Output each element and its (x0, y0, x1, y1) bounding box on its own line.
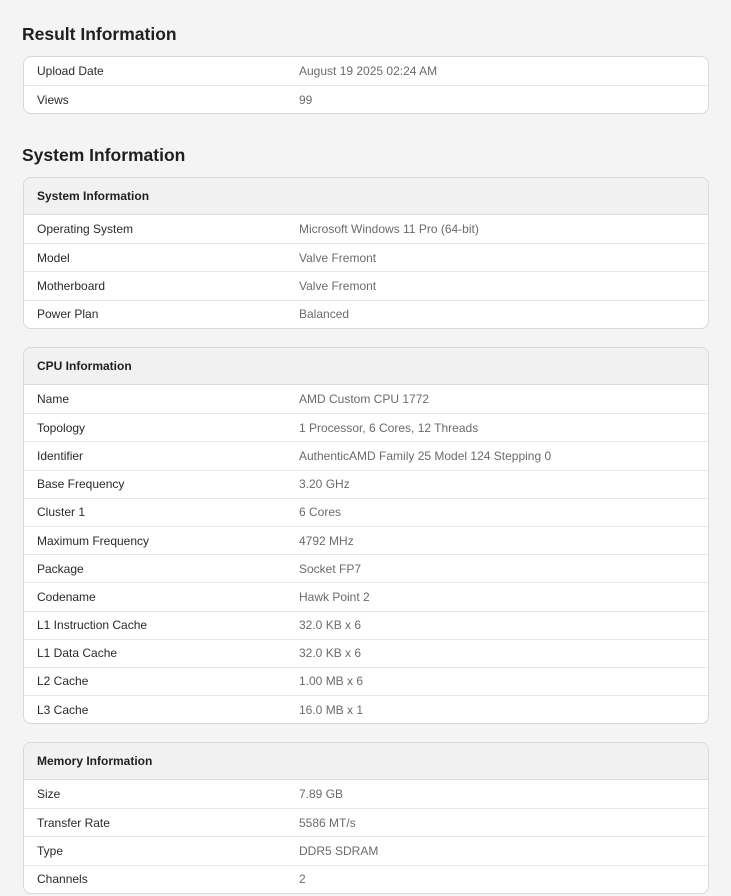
row-label: Channels (37, 872, 88, 887)
row-label: Cluster 1 (37, 505, 86, 520)
memory-rows (24, 780, 708, 893)
row-label: Operating System (37, 222, 134, 237)
row-value: DDR5 SDRAM (299, 843, 379, 858)
row-label: Identifier (37, 448, 84, 463)
cpu-rows (24, 385, 708, 723)
table-row (24, 413, 708, 441)
row-value: 2 (299, 872, 306, 887)
table-row (24, 441, 708, 469)
row-value: Valve Fremont (299, 250, 377, 265)
row-label: Type (37, 843, 64, 858)
row-value: 1.00 MB x 6 (299, 674, 364, 689)
cpu-information-card (23, 347, 709, 724)
table-row (24, 780, 708, 808)
row-label: Transfer Rate (37, 815, 110, 830)
row-value: Balanced (299, 307, 350, 322)
table-row (24, 470, 708, 498)
row-value: 99 (299, 92, 313, 107)
row-label: Power Plan (37, 307, 99, 322)
row-label: Package (37, 561, 84, 576)
row-value: 4792 MHz (299, 533, 354, 548)
table-row (24, 865, 708, 893)
system-information-card (23, 177, 709, 329)
row-value: Socket FP7 (299, 561, 362, 576)
table-row (24, 639, 708, 667)
row-value: August 19 2025 02:24 AM (299, 64, 438, 79)
table-row (24, 611, 708, 639)
row-value: 1 Processor, 6 Cores, 12 Threads (299, 420, 479, 435)
row-label: Size (37, 787, 61, 802)
row-label: Model (37, 250, 70, 265)
row-label: Codename (37, 589, 96, 604)
table-row (24, 526, 708, 554)
row-value: 7.89 GB (299, 787, 344, 802)
row-label: Upload Date (37, 64, 104, 79)
row-value: Valve Fremont (299, 278, 377, 293)
row-value: 5586 MT/s (299, 815, 356, 830)
table-row (24, 57, 708, 85)
table-row (24, 667, 708, 695)
row-label: L1 Instruction Cache (37, 618, 148, 633)
card-header: System Information (24, 178, 708, 215)
table-row (24, 385, 708, 413)
table-row (24, 243, 708, 271)
row-label: L2 Cache (37, 674, 89, 689)
row-label: Name (37, 392, 70, 407)
table-row (24, 215, 708, 243)
table-row (24, 85, 708, 113)
row-label: Maximum Frequency (37, 533, 150, 548)
row-value: 3.20 GHz (299, 477, 350, 492)
row-value: 32.0 KB x 6 (299, 618, 362, 633)
row-label: Topology (37, 420, 86, 435)
row-value: AMD Custom CPU 1772 (299, 392, 430, 407)
row-value: Microsoft Windows 11 Pro (64-bit) (299, 222, 479, 237)
table-row (24, 498, 708, 526)
result-information-rows (24, 57, 708, 113)
table-row (24, 695, 708, 723)
row-value: 16.0 MB x 1 (299, 702, 364, 717)
memory-information-card (23, 742, 709, 894)
row-label: Views (37, 92, 69, 107)
table-row (24, 808, 708, 836)
card-header: Memory Information (24, 743, 708, 780)
table-row (24, 582, 708, 610)
row-value: 6 Cores (299, 505, 342, 520)
table-row (24, 836, 708, 864)
table-row (24, 300, 708, 328)
row-label: Base Frequency (37, 477, 125, 492)
system-information-title: System Information (22, 145, 186, 165)
result-information-title: Result Information (22, 24, 177, 44)
row-value: 32.0 KB x 6 (299, 646, 362, 661)
card-header: CPU Information (24, 348, 708, 385)
system-rows (24, 215, 708, 328)
row-label: L3 Cache (37, 702, 89, 717)
row-label: L1 Data Cache (37, 646, 118, 661)
table-row (24, 271, 708, 299)
result-information-card (23, 56, 709, 114)
row-value: AuthenticAMD Family 25 Model 124 Stepping 0 (299, 448, 552, 463)
row-label: Motherboard (37, 278, 106, 293)
table-row (24, 554, 708, 582)
row-value: Hawk Point 2 (299, 589, 370, 604)
